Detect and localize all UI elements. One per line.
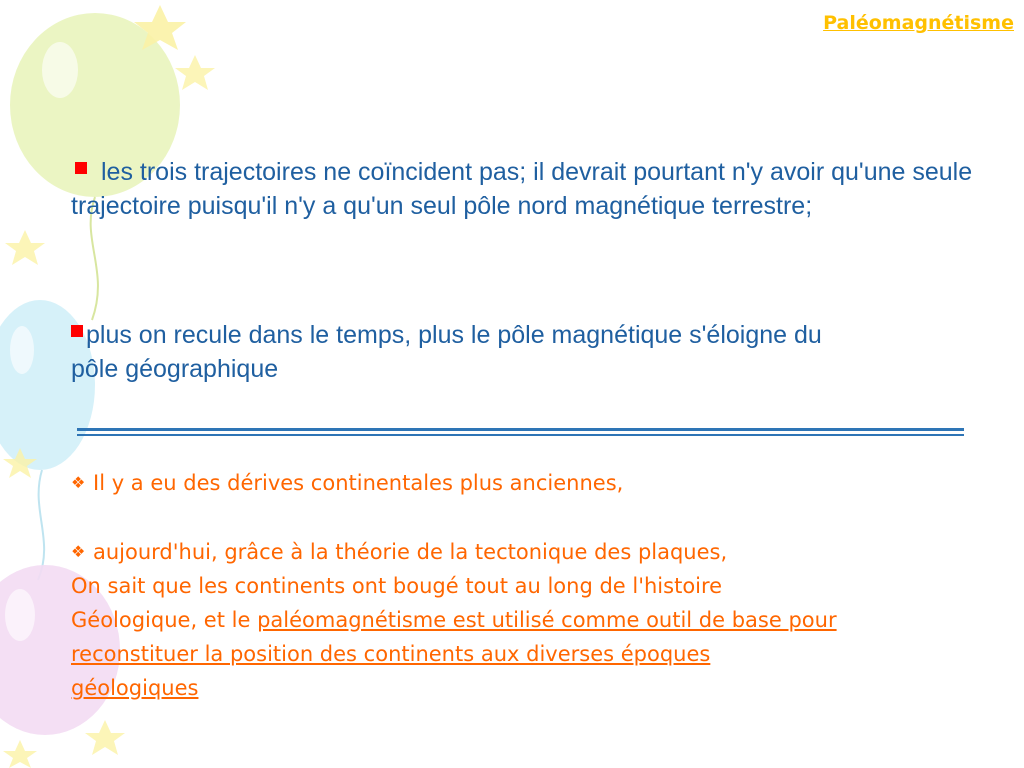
bullet-line: On sait que les continents ont bougé tout au long de l'histoire (71, 574, 723, 598)
balloon-string (38, 470, 44, 580)
bullet-text: Il y a eu des dérives continentales plus anciennes, (93, 471, 624, 495)
diamond-bullet-2 (71, 535, 1021, 705)
square-bullet-icon (75, 162, 87, 174)
bullet-text: les trois trajectoires ne coïncident pas; il devrait pourtant n'y avoir qu'une seule trajectoire puisqu'il n'y a qu'un seul pôle nord magnétique terrestre; (71, 158, 973, 220)
bullet-paragraph-2 (71, 318, 871, 386)
bullet-text: Géologique, et le (71, 608, 258, 632)
diamond-bullet-icon: ❖ (71, 542, 86, 561)
balloon-highlight (42, 42, 78, 98)
underlined-text: paléomagnétisme est utilisé comme outil de base pour (257, 608, 837, 632)
star-decoration (3, 740, 37, 768)
diamond-bullet-icon: ❖ (71, 473, 86, 492)
divider-line (77, 428, 964, 431)
bullet-paragraph-1 (71, 155, 981, 223)
star-decoration (85, 720, 125, 755)
underlined-line: reconstituer la position des continents aux diverses époques (71, 642, 711, 666)
star-decoration (175, 55, 215, 90)
bullet-text: aujourd'hui, grâce à la théorie de la tectonique des plaques, (93, 540, 728, 564)
divider-line (77, 434, 964, 436)
balloon-highlight (10, 326, 34, 374)
star-decoration (5, 230, 45, 265)
bullet-text: plus on recule dans le temps, plus le pôle magnétique s'éloigne du pôle géographique (71, 321, 822, 383)
bullet-line (71, 535, 1021, 569)
bullet-line (71, 603, 1021, 637)
balloon-highlight (5, 589, 35, 641)
square-bullet-icon (71, 325, 83, 337)
diamond-bullet-1 (71, 466, 1021, 500)
underlined-line: géologiques (71, 676, 199, 700)
page-title: Paléomagnétisme (823, 12, 1014, 34)
